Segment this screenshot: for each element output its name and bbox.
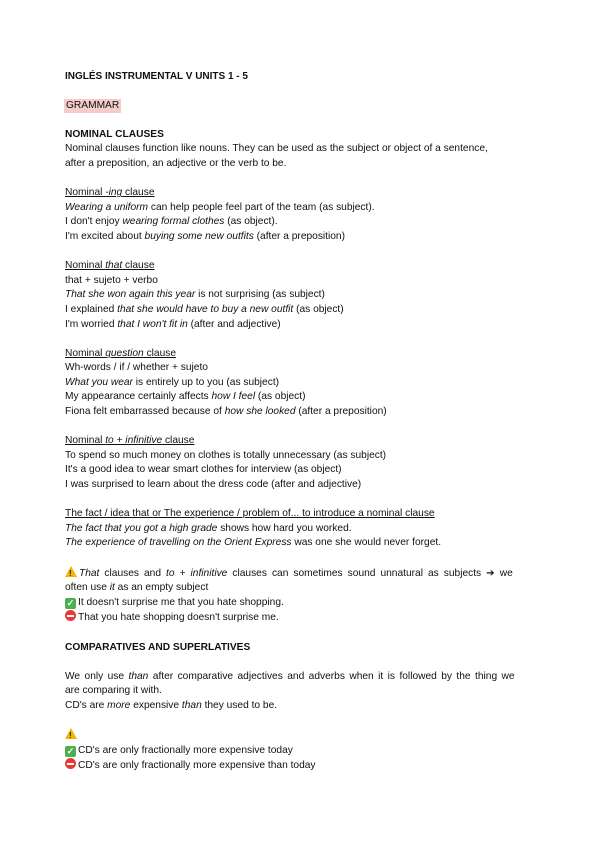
note-incorrect-example: That you hate shopping doesn't surprise me. [65,610,545,626]
ing-clause-heading: Nominal -ing clause [65,187,155,199]
grammar-label: GRAMMAR [64,99,121,114]
no-entry-icon [65,610,76,621]
check-mark-icon: ✓ [66,745,75,756]
comparatives-heading: COMPARATIVES AND SUPERLATIVES [65,641,251,653]
nominal-clauses-heading: NOMINAL CLAUSES [65,128,164,140]
fact-idea-heading: The fact / idea that or The experience / problem of... to introduce a nominal clause [65,508,435,520]
that-formula: that + sujeto + verbo [65,274,158,286]
comparatives-warning [65,728,545,744]
ing-example-3: I'm excited about buying some new outfits (after a preposition) [65,230,345,242]
question-example-2: My appearance certainly affects how I feel (as object) [65,391,306,403]
ing-example-1: Wearing a uniform can help people feel part of the team (as subject). [65,201,375,213]
intro-line-2: after a preposition, an adjective or the verb to be. [65,157,287,169]
warning-icon [65,728,77,739]
comparatives-example: CD's are more expensive than they used to be. [65,699,278,711]
note-line-2: often use it as an empty subject [65,582,209,594]
note-line-1: !That clauses and to + infinitive clauses can sometimes sound unnatural as subjects ➔ we [65,566,545,582]
that-example-3: I'm worried that I won't fit in (after and adjective) [65,318,281,330]
check-mark-icon: ✓ [66,597,75,608]
ing-example-2: I don't enjoy wearing formal clothes (as object). [65,216,278,228]
no-entry-icon [65,758,76,769]
document-title: INGLÉS INSTRUMENTAL V UNITS 1 - 5 [65,71,248,82]
note-correct-example: ✓ It doesn't surprise me that you hate shopping. [66,596,284,608]
document-page [65,70,545,774]
intro-line-1: Nominal clauses function like nouns. They can be used as the subject or object of a sentence, [65,143,488,155]
comparatives-rule-2: are comparing it with. [65,685,162,697]
warning-icon [65,566,77,577]
that-clause-heading: Nominal that clause [65,260,155,272]
that-example-1: That she won again this year is not surprising (as subject) [65,289,325,301]
comparatives-incorrect-example: CD's are only fractionally more expensive than today [65,758,545,774]
question-example-1: What you wear is entirely up to you (as subject) [65,376,280,388]
fact-example-2: The experience of travelling on the Orient Express was one she would never forget. [65,537,442,549]
question-clause-heading: Nominal question clause [65,347,177,359]
infinitive-example-2: It's a good idea to wear smart clothes for interview (as object) [65,464,342,476]
question-formula: Wh-words / if / whether + sujeto [65,362,208,374]
that-example-2: I explained that she would have to buy a new outfit (as object) [65,303,344,315]
comparatives-correct-example: ✓ CD's are only fractionally more expensive today [66,744,293,756]
question-example-3: Fiona felt embarrassed because of how she looked (after a preposition) [65,406,387,418]
infinitive-clause-heading: Nominal to + infinitive clause [65,435,195,447]
infinitive-example-3: I was surprised to learn about the dress code (after and adjective) [65,479,362,491]
infinitive-example-1: To spend so much money on clothes is totally unnecessary (as subject) [65,449,387,461]
comparatives-rule-1: We only use than after comparative adjectives and adverbs when it is followed by the thing we [65,670,515,682]
fact-example-1: The fact that you got a high grade shows how hard you worked. [65,522,352,534]
